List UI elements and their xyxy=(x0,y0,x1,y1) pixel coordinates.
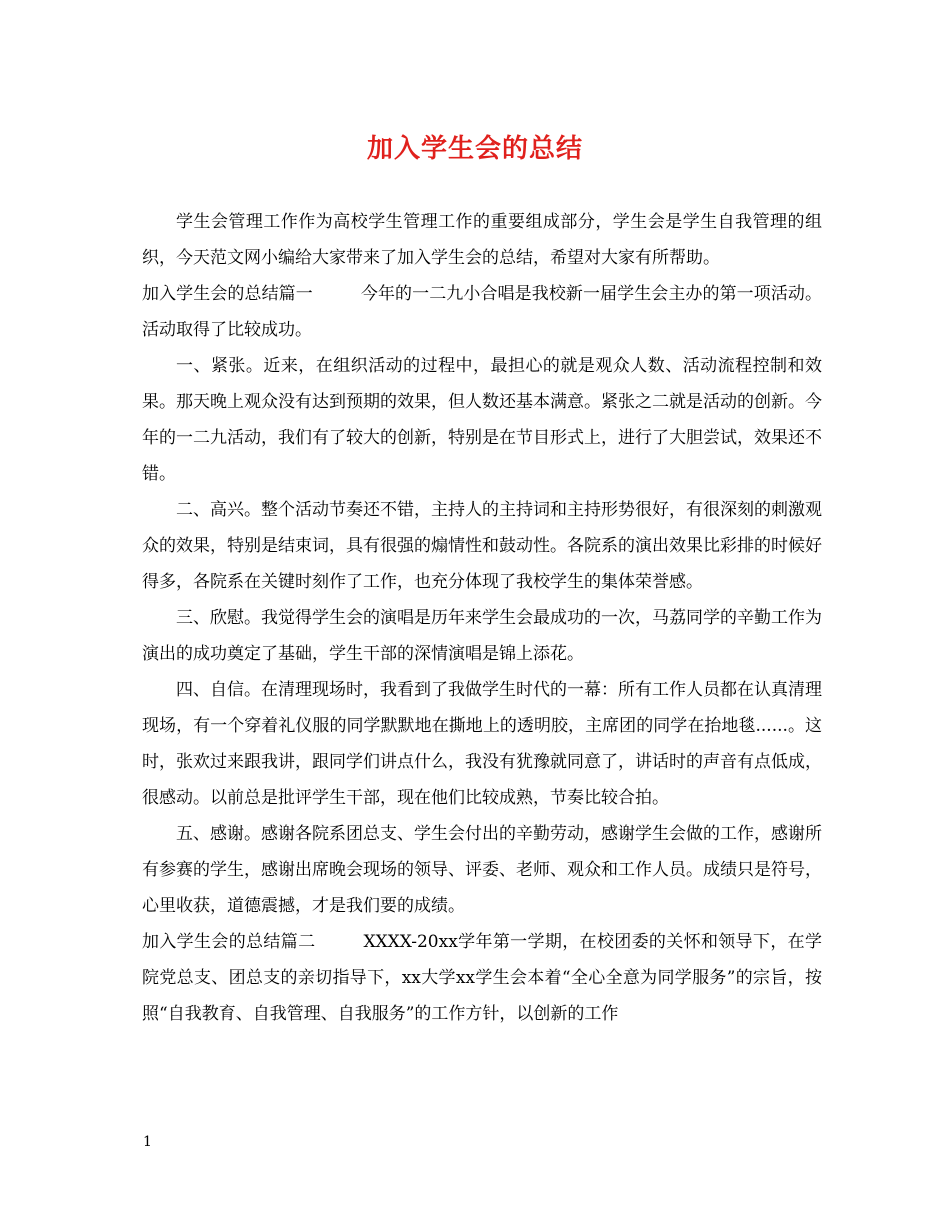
part-one-heading: 加入学生会的总结篇一 xyxy=(142,284,313,304)
section-thanks-paragraph: 五、感谢。感谢各院系团总支、学生会付出的辛勤劳动，感谢学生会做的工作，感谢所有参赛的学生，感谢出席晚会现场的领导、评委、老师、观众和工作人员。成绩只是符号，心里收获，道德震撼，才是我们要的成绩。 xyxy=(142,824,822,916)
part-two-text: XXXX-20xx学年第一学期，在校团委的关怀和领导下，在学院党总支、团总支的亲切指导下，xx大学xx学生会本着“全心全意为同学服务”的宗旨，按照“自我教育、自我管理、自我服务”的工作方针，以创新的工作 xyxy=(142,932,822,1024)
part-one-paragraph xyxy=(142,276,822,348)
page-number: 1 xyxy=(143,1134,152,1150)
part-two-paragraph xyxy=(142,924,822,1032)
section-confident-paragraph: 四、自信。在清理现场时，我看到了我做学生时代的一幕：所有工作人员都在认真清理现场，有一个穿着礼仪服的同学默默地在撕地上的透明胶，主席团的同学在抬地毯......。这时，张欢过来跟我讲，跟同学们讲点什么，我没有犹豫就同意了，讲话时的声音有点低成，很感动。以前总是批评学生干部，现在他们比较成熟，节奏比较合拍。 xyxy=(142,680,822,808)
intro-paragraph: 学生会管理工作作为高校学生管理工作的重要组成部分，学生会是学生自我管理的组织，今天范文网小编给大家带来了加入学生会的总结，希望对大家有所帮助。 xyxy=(142,212,822,268)
part-two-heading: 加入学生会的总结篇二 xyxy=(142,932,316,952)
document-title: 加入学生会的总结 xyxy=(366,134,583,164)
document-body xyxy=(142,204,822,1032)
section-gratified-paragraph: 三、欣慰。我觉得学生会的演唱是历年来学生会最成功的一次，马荔同学的辛勤工作为演出的成功奠定了基础，学生干部的深情演唱是锦上添花。 xyxy=(142,608,822,664)
section-happy-paragraph: 二、高兴。整个活动节奏还不错，主持人的主持词和主持形势很好，有很深刻的刺激观众的效果，特别是结束词，具有很强的煽情性和鼓动性。各院系的演出效果比彩排的时候好得多，各院系在关键时刻作了工作，也充分体现了我校学生的集体荣誉感。 xyxy=(142,500,822,592)
section-nervous-paragraph: 一、紧张。近来，在组织活动的过程中，最担心的就是观众人数、活动流程控制和效果。那天晚上观众没有达到预期的效果，但人数还基本满意。紧张之二就是活动的创新。今年的一二九活动，我们有了较大的创新，特别是在节目形式上，进行了大胆尝试，效果还不错。 xyxy=(142,356,822,484)
part-one-text: 今年的一二九小合唱是我校新一届学生会主办的第一项活动。活动取得了比较成功。 xyxy=(142,284,823,340)
